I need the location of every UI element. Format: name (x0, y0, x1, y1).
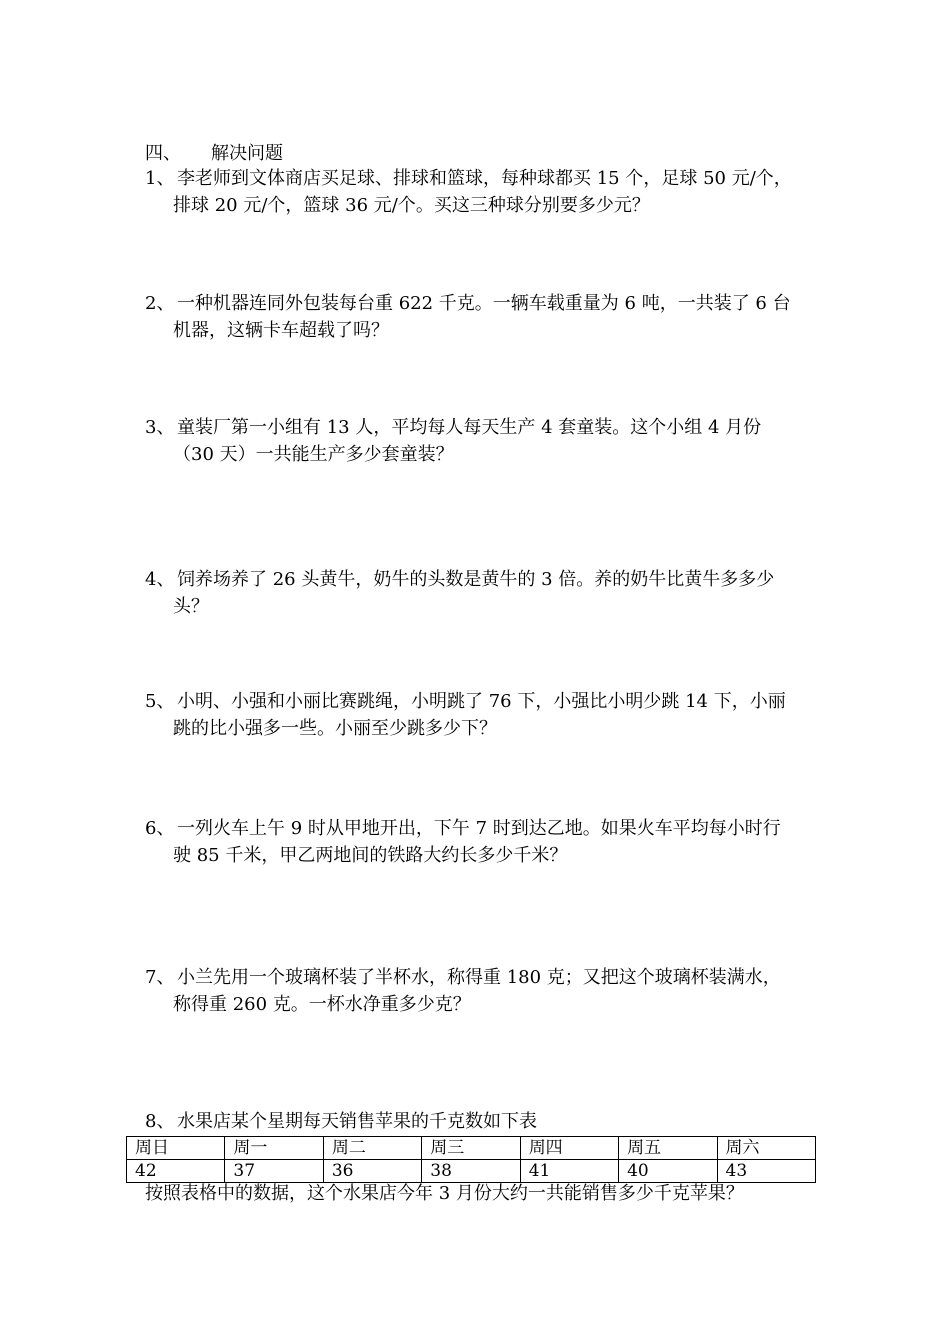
table-cell-day: 周五 (619, 1137, 717, 1160)
table-cell-value: 43 (717, 1160, 815, 1183)
question-number: 8、 (145, 1111, 175, 1132)
question-number: 3、 (145, 417, 175, 438)
question-text-line-2: 头？ (173, 596, 209, 617)
question-number: 2、 (145, 293, 175, 314)
table-cell-value: 40 (619, 1160, 717, 1183)
question-number: 5、 (145, 691, 175, 712)
question-6 (145, 815, 820, 869)
table-cell-day: 周二 (323, 1137, 421, 1160)
question-8-text: 按照表格中的数据，这个水果店今年 3 月份大约一共能销售多少千克苹果？ (145, 1183, 744, 1204)
question-7 (145, 964, 820, 1018)
table-cell-day: 周六 (717, 1137, 815, 1160)
question-text-line-2: 驶 85 千米，甲乙两地间的铁路大约长多少千米？ (173, 845, 568, 866)
table-cell-value: 36 (323, 1160, 421, 1183)
table-cell-day: 周三 (422, 1137, 520, 1160)
table-cell-day: 周一 (225, 1137, 323, 1160)
question-text-line-1: 小兰先用一个玻璃杯装了半杯水，称得重 180 克；又把这个玻璃杯装满水， (177, 967, 781, 988)
question-text-line-2: （30 天）一共能生产多少套童装？ (173, 444, 454, 465)
question-intro-text: 水果店某个星期每天销售苹果的千克数如下表 (177, 1111, 537, 1132)
question-1 (145, 165, 820, 219)
question-text-line-1: 李老师到文体商店买足球、排球和篮球，每种球都买 15 个，足球 50 元/个， (177, 168, 792, 189)
question-text-line-1: 小明、小强和小丽比赛跳绳，小明跳了 76 下，小强比小明少跳 14 下，小丽 (177, 691, 786, 712)
question-8-intro (145, 1110, 820, 1134)
question-text-line-1: 一种机器连同外包装每台重 622 千克。一辆车载重量为 6 吨，一共装了 6 台 (177, 293, 791, 314)
question-4 (145, 566, 820, 620)
question-5 (145, 688, 820, 742)
question-text-line-2: 称得重 260 克。一杯水净重多少克？ (173, 994, 471, 1015)
question-text-line-2: 跳的比小强多一些。小丽至少跳多少下？ (173, 718, 497, 739)
table-cell-day: 周四 (520, 1137, 618, 1160)
question-number: 6、 (145, 818, 175, 839)
table-cell-value: 42 (127, 1160, 225, 1183)
question-text-line-1: 饲养场养了 26 头黄牛，奶牛的头数是黄牛的 3 倍。养的奶牛比黄牛多多少 (177, 569, 775, 590)
table-cell-value: 41 (520, 1160, 618, 1183)
question-2 (145, 290, 820, 344)
section-number: 四、 (145, 143, 181, 164)
question-3 (145, 414, 820, 468)
table-row (127, 1160, 816, 1183)
table-cell-value: 38 (422, 1160, 520, 1183)
question-text-line-2: 排球 20 元/个，篮球 36 元/个。买这三种球分别要多少元？ (173, 195, 650, 216)
question-number: 4、 (145, 569, 175, 590)
question-number: 1、 (145, 168, 175, 189)
table-cell-day: 周日 (127, 1137, 225, 1160)
question-number: 7、 (145, 967, 175, 988)
apple-sales-table (126, 1136, 816, 1183)
section-heading (145, 142, 283, 166)
table-cell-value: 37 (225, 1160, 323, 1183)
section-title: 解决问题 (211, 143, 283, 164)
table-header-row (127, 1137, 816, 1160)
question-text-line-2: 机器，这辆卡车超载了吗？ (173, 320, 389, 341)
question-text-line-1: 一列火车上午 9 时从甲地开出，下午 7 时到达乙地。如果火车平均每小时行 (177, 818, 781, 839)
question-text-line-1: 童装厂第一小组有 13 人，平均每人每天生产 4 套童装。这个小组 4 月份 (177, 417, 762, 438)
